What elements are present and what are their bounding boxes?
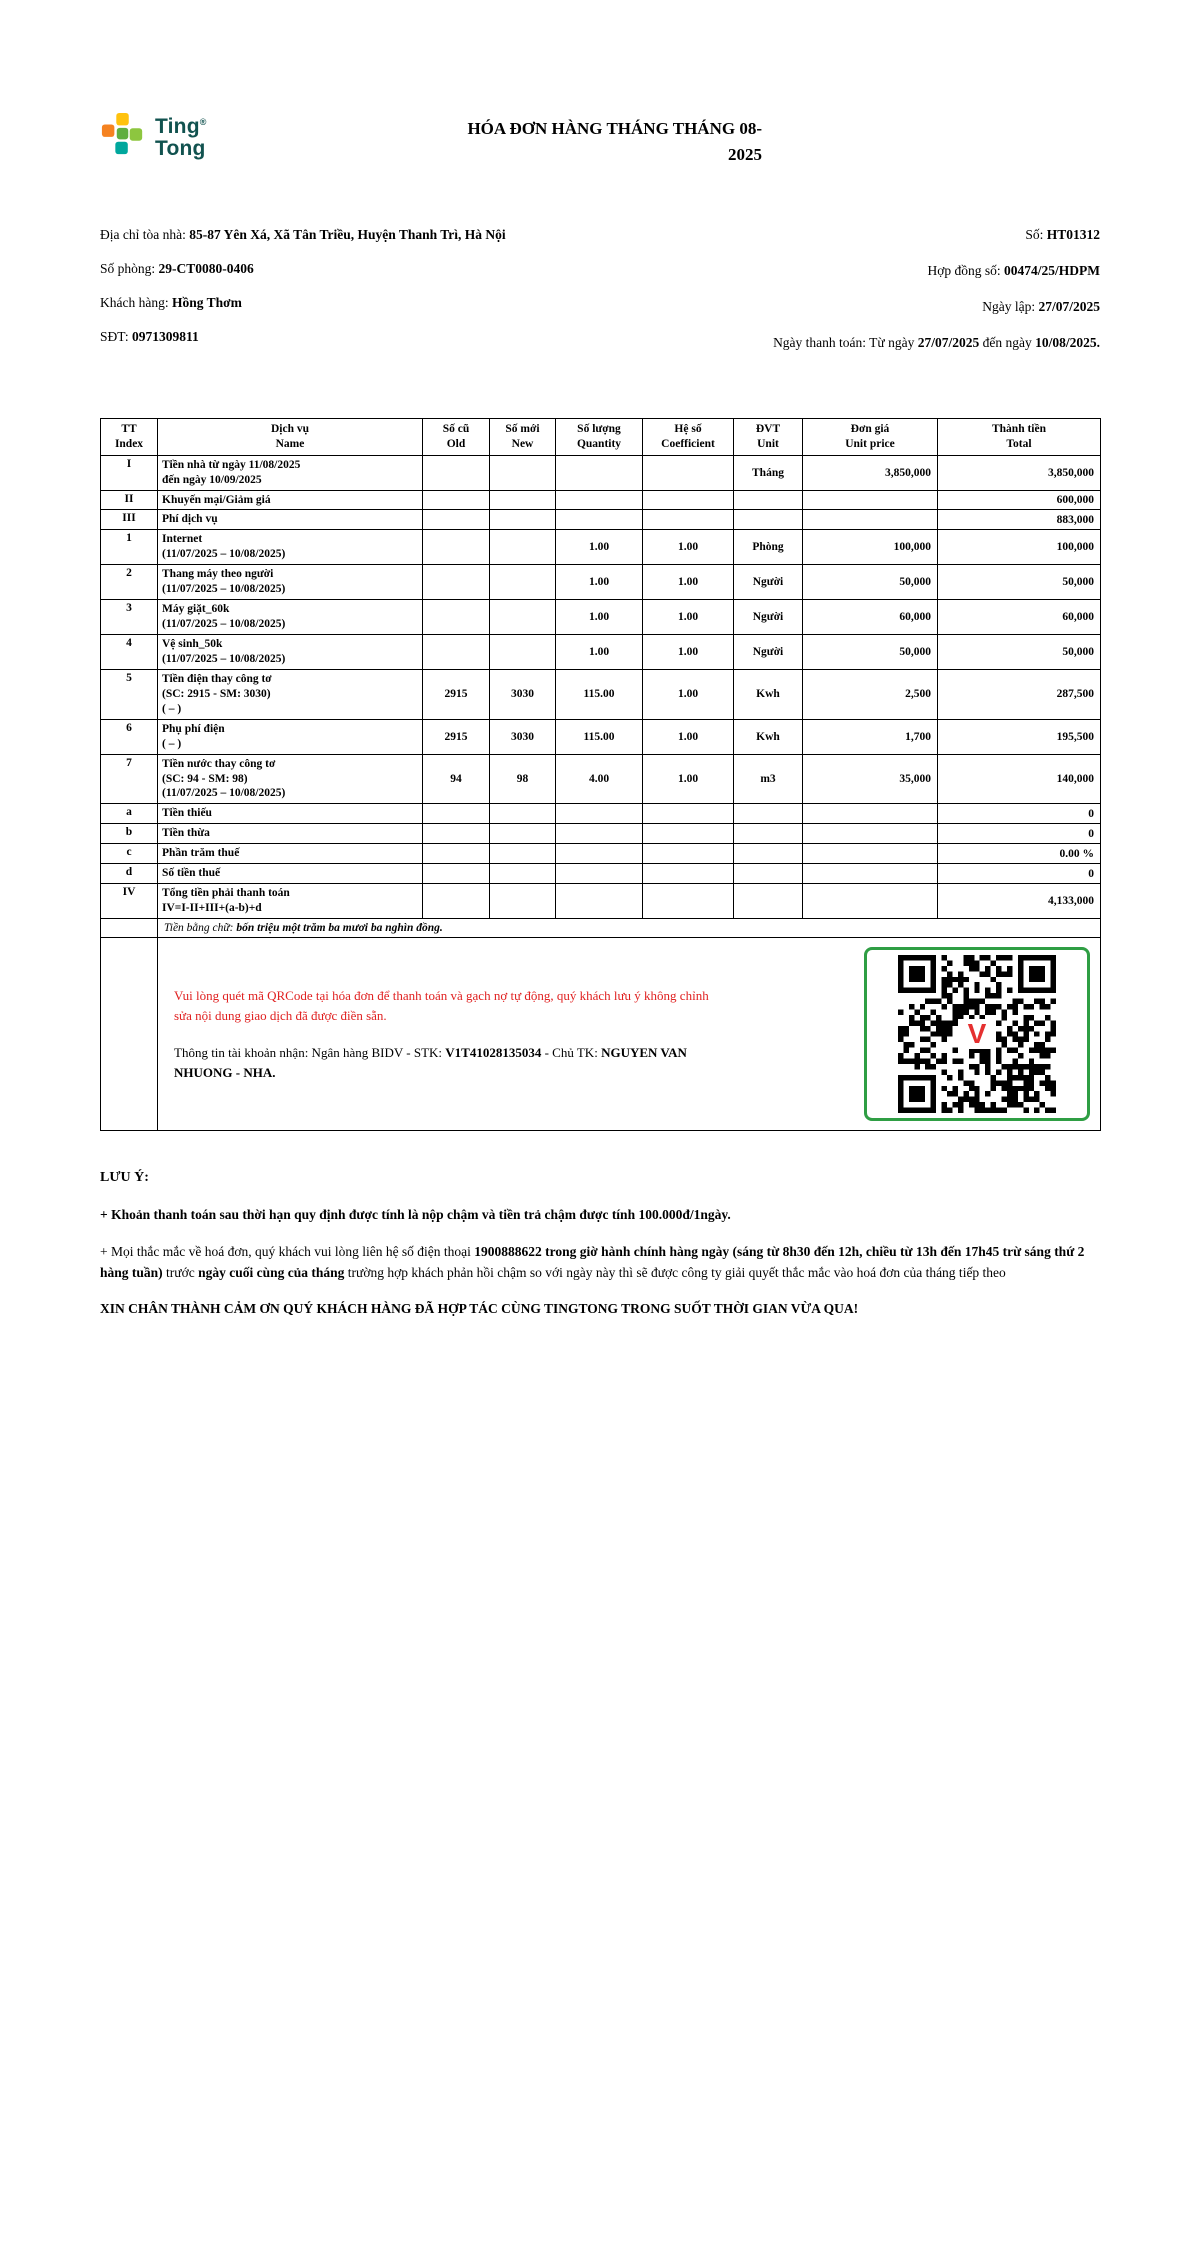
old-reading-cell [423,510,490,530]
coefficient-cell [643,804,734,824]
unit-cell [734,844,803,864]
column-header: Số cũ Old [423,418,490,455]
new-reading-cell [490,844,556,864]
index-cell: 5 [101,669,158,719]
table-row [101,510,1101,530]
index-cell: 2 [101,565,158,600]
table-row [101,455,1101,490]
total-cell: 50,000 [938,635,1101,670]
unit-cell: m3 [734,754,803,804]
index-cell: 1 [101,530,158,565]
old-reading-cell [423,600,490,635]
table-row [101,635,1101,670]
column-header: TT Index [101,418,158,455]
table-row [101,530,1101,565]
old-reading-cell [423,490,490,510]
index-cell: 4 [101,635,158,670]
index-cell: 3 [101,600,158,635]
table-row [101,754,1101,804]
table-cell [101,938,158,1131]
invoice-info [100,224,1100,368]
tingtong-logo-text: Ting® Tong [155,115,207,160]
unit-cell [734,864,803,884]
unit-cell: Kwh [734,669,803,719]
new-reading-cell [490,824,556,844]
coefficient-cell [643,510,734,530]
service-name-cell: Thang máy theo người (11/07/2025 – 10/08/2025) [158,565,423,600]
room-number: Số phòng: 29-CT0080-0406 [100,260,254,276]
table-row [101,719,1101,754]
notes-heading: LƯU Ý: [100,1170,149,1185]
unit-cell [734,510,803,530]
total-cell: 195,500 [938,719,1101,754]
coefficient-cell [643,864,734,884]
quantity-cell: 1.00 [556,565,643,600]
quantity-cell [556,490,643,510]
unit-price-cell [803,824,938,844]
unit-cell [734,490,803,510]
payment-period: Ngày thanh toán: Từ ngày 27/07/2025 đến ngày 10/08/2025. [773,334,1100,350]
total-cell: 0 [938,824,1101,844]
page-title: HÓA ĐƠN HÀNG THÁNG THÁNG 08-2025 [467,119,762,165]
total-cell: 883,000 [938,510,1101,530]
table-row [101,844,1101,864]
table-row [101,884,1101,919]
total-cell: 140,000 [938,754,1101,804]
old-reading-cell: 2915 [423,669,490,719]
quantity-cell: 4.00 [556,754,643,804]
service-name-cell: Vệ sinh_50k (11/07/2025 – 10/08/2025) [158,635,423,670]
column-header: Dịch vụ Name [158,418,423,455]
table-row [101,565,1101,600]
new-reading-cell [490,490,556,510]
new-reading-cell [490,600,556,635]
old-reading-cell [423,804,490,824]
unit-price-cell: 60,000 [803,600,938,635]
index-cell: IV [101,884,158,919]
index-cell: d [101,864,158,884]
old-reading-cell [423,864,490,884]
coefficient-cell [643,490,734,510]
quantity-cell [556,804,643,824]
unit-price-cell [803,844,938,864]
old-reading-cell: 2915 [423,719,490,754]
unit-cell [734,804,803,824]
coefficient-cell [643,455,734,490]
hotline-note: + Mọi thắc mắc về hoá đơn, quý khách vui lòng liên hệ số điện thoại 1900888622 trong giờ hành chính hàng ngày (sáng từ 8h30 đến 12h, chiều từ 13h đến 17h45 trừ sáng thứ 2 hàng tuần) trước ngày cuối cùng của tháng trường hợp khách phản hồi chậm so với ngày này thì sẽ được công ty giải quyết thắc mắc vào hoá đơn của tháng tiếp theo [100,1243,1085,1280]
unit-cell [734,884,803,919]
service-name-cell: Tổng tiền phải thanh toán IV=I-II+III+(a-b)+d [158,884,423,919]
customer-phone: SĐT: 0971309811 [100,328,199,344]
index-cell: a [101,804,158,824]
coefficient-cell: 1.00 [643,719,734,754]
unit-price-cell: 50,000 [803,635,938,670]
service-name-cell: Máy giặt_60k (11/07/2025 – 10/08/2025) [158,600,423,635]
quantity-cell [556,824,643,844]
service-name-cell: Tiền nhà từ ngày 11/08/2025 đến ngày 10/09/2025 [158,455,423,490]
table-row [101,669,1101,719]
column-header: Số lượng Quantity [556,418,643,455]
coefficient-cell [643,844,734,864]
invoice-table-footer [101,919,1101,1131]
quantity-cell [556,884,643,919]
total-cell: 4,133,000 [938,884,1101,919]
service-name-cell: Phụ phí điện ( – ) [158,719,423,754]
amount-in-words: Tiền bằng chữ: bốn triệu một trăm ba mươi ba nghìn đồng. [158,919,1101,938]
unit-cell: Người [734,565,803,600]
service-name-cell: Phần trăm thuế [158,844,423,864]
coefficient-cell [643,884,734,919]
qr-instructions [168,986,728,1082]
quantity-cell: 115.00 [556,669,643,719]
table-row [101,864,1101,884]
unit-cell: Phòng [734,530,803,565]
unit-price-cell: 100,000 [803,530,938,565]
coefficient-cell: 1.00 [643,565,734,600]
quantity-cell: 1.00 [556,600,643,635]
unit-cell: Người [734,600,803,635]
table-row [101,804,1101,824]
new-reading-cell [490,635,556,670]
invoice-table-head [101,418,1101,455]
quantity-cell [556,455,643,490]
qr-center-logo: V [958,1019,996,1049]
table-header-row [101,418,1101,455]
new-reading-cell [490,884,556,919]
thank-you-note: XIN CHÂN THÀNH CẢM ƠN QUÝ KHÁCH HÀNG ĐÃ HỢP TÁC CÙNG TINGTONG TRONG SUỐT THỜI GIAN VỪA QUA! [100,1301,859,1317]
old-reading-cell [423,824,490,844]
service-name-cell: Tiền điện thay công tơ (SC: 2915 - SM: 3030) ( – ) [158,669,423,719]
coefficient-cell [643,824,734,844]
new-reading-cell: 3030 [490,719,556,754]
index-cell: III [101,510,158,530]
coefficient-cell: 1.00 [643,530,734,565]
qr-row [101,938,1101,1131]
unit-price-cell: 1,700 [803,719,938,754]
coefficient-cell: 1.00 [643,600,734,635]
unit-cell [734,824,803,844]
column-header: Hệ số Coefficient [643,418,734,455]
index-cell: b [101,824,158,844]
service-name-cell: Internet (11/07/2025 – 10/08/2025) [158,530,423,565]
index-cell: c [101,844,158,864]
service-name-cell: Tiền thừa [158,824,423,844]
invoice-info-right [740,224,1100,368]
footer-notes [100,1167,1095,1320]
quantity-cell [556,844,643,864]
old-reading-cell [423,455,490,490]
new-reading-cell [490,804,556,824]
service-name-cell: Phí dịch vụ [158,510,423,530]
building-address: Địa chỉ tòa nhà: 85-87 Yên Xá, Xã Tân Triều, Huyện Thanh Trì, Hà Nội [100,227,506,242]
coefficient-cell: 1.00 [643,635,734,670]
quantity-cell: 115.00 [556,719,643,754]
total-cell: 0 [938,864,1101,884]
service-name-cell: Khuyến mại/Giảm giá [158,490,423,510]
unit-price-cell: 3,850,000 [803,455,938,490]
new-reading-cell [490,510,556,530]
invoice-table [100,418,1101,1131]
new-reading-cell [490,565,556,600]
service-name-cell: Số tiền thuế [158,864,423,884]
quantity-cell [556,510,643,530]
invoice-info-left [100,224,530,368]
table-row [101,600,1101,635]
qr-code-frame [864,947,1090,1121]
unit-price-cell: 2,500 [803,669,938,719]
total-cell: 0.00 % [938,844,1101,864]
unit-cell: Tháng [734,455,803,490]
new-reading-cell [490,530,556,565]
old-reading-cell: 94 [423,754,490,804]
column-header: Thành tiền Total [938,418,1101,455]
unit-price-cell [803,510,938,530]
total-cell: 100,000 [938,530,1101,565]
total-cell: 50,000 [938,565,1101,600]
column-header: Số mới New [490,418,556,455]
column-header: ĐVT Unit [734,418,803,455]
late-payment-note: + Khoản thanh toán sau thời hạn quy định được tính là nộp chậm và tiền trả chậm được tính 100.000đ/1ngày. [100,1206,731,1222]
tingtong-logo [100,112,320,163]
tingtong-logo-icon [100,112,146,163]
qr-section [158,938,1101,1131]
index-cell: 7 [101,754,158,804]
unit-price-cell [803,490,938,510]
index-cell: 6 [101,719,158,754]
unit-price-cell: 35,000 [803,754,938,804]
invoice-number: Số: HT01312 [1025,227,1100,242]
unit-price-cell: 50,000 [803,565,938,600]
issue-date: Ngày lập: 27/07/2025 [982,298,1100,314]
table-row [101,824,1101,844]
unit-price-cell [803,884,938,919]
quantity-cell: 1.00 [556,635,643,670]
service-name-cell: Tiền nước thay công tơ (SC: 94 - SM: 98) (11/07/2025 – 10/08/2025) [158,754,423,804]
total-cell: 0 [938,804,1101,824]
quantity-cell [556,864,643,884]
total-cell: 3,850,000 [938,455,1101,490]
invoice-table-body [101,455,1101,918]
customer-name: Khách hàng: Hồng Thơm [100,294,242,310]
amount-in-words-row [101,919,1101,938]
coefficient-cell: 1.00 [643,754,734,804]
quantity-cell: 1.00 [556,530,643,565]
total-cell: 287,500 [938,669,1101,719]
service-name-cell: Tiền thiếu [158,804,423,824]
old-reading-cell [423,844,490,864]
total-cell: 60,000 [938,600,1101,635]
column-header: Đơn giá Unit price [803,418,938,455]
coefficient-cell: 1.00 [643,669,734,719]
new-reading-cell [490,455,556,490]
old-reading-cell [423,635,490,670]
qr-payment-notice: Vui lòng quét mã QRCode tại hóa đơn để thanh toán và gạch nợ tự động, quý khách lưu ý không chỉnh sửa nội dung giao dịch đã được điền sẵn. [174,988,709,1023]
old-reading-cell [423,565,490,600]
new-reading-cell: 98 [490,754,556,804]
old-reading-cell [423,884,490,919]
total-cell: 600,000 [938,490,1101,510]
index-cell: II [101,490,158,510]
unit-price-cell [803,864,938,884]
unit-cell: Kwh [734,719,803,754]
unit-cell: Người [734,635,803,670]
table-row [101,490,1101,510]
unit-price-cell [803,804,938,824]
contract-number: Hợp đồng số: 00474/25/HDPM [927,262,1100,278]
new-reading-cell: 3030 [490,669,556,719]
index-cell: I [101,455,158,490]
table-cell [101,919,158,938]
old-reading-cell [423,530,490,565]
new-reading-cell [490,864,556,884]
bank-account-info: Thông tin tài khoản nhận: Ngân hàng BIDV - STK: V1T41028135034 - Chủ TK: NGUYEN VAN NHUONG - NHA. [174,1045,687,1080]
header [100,112,1100,198]
